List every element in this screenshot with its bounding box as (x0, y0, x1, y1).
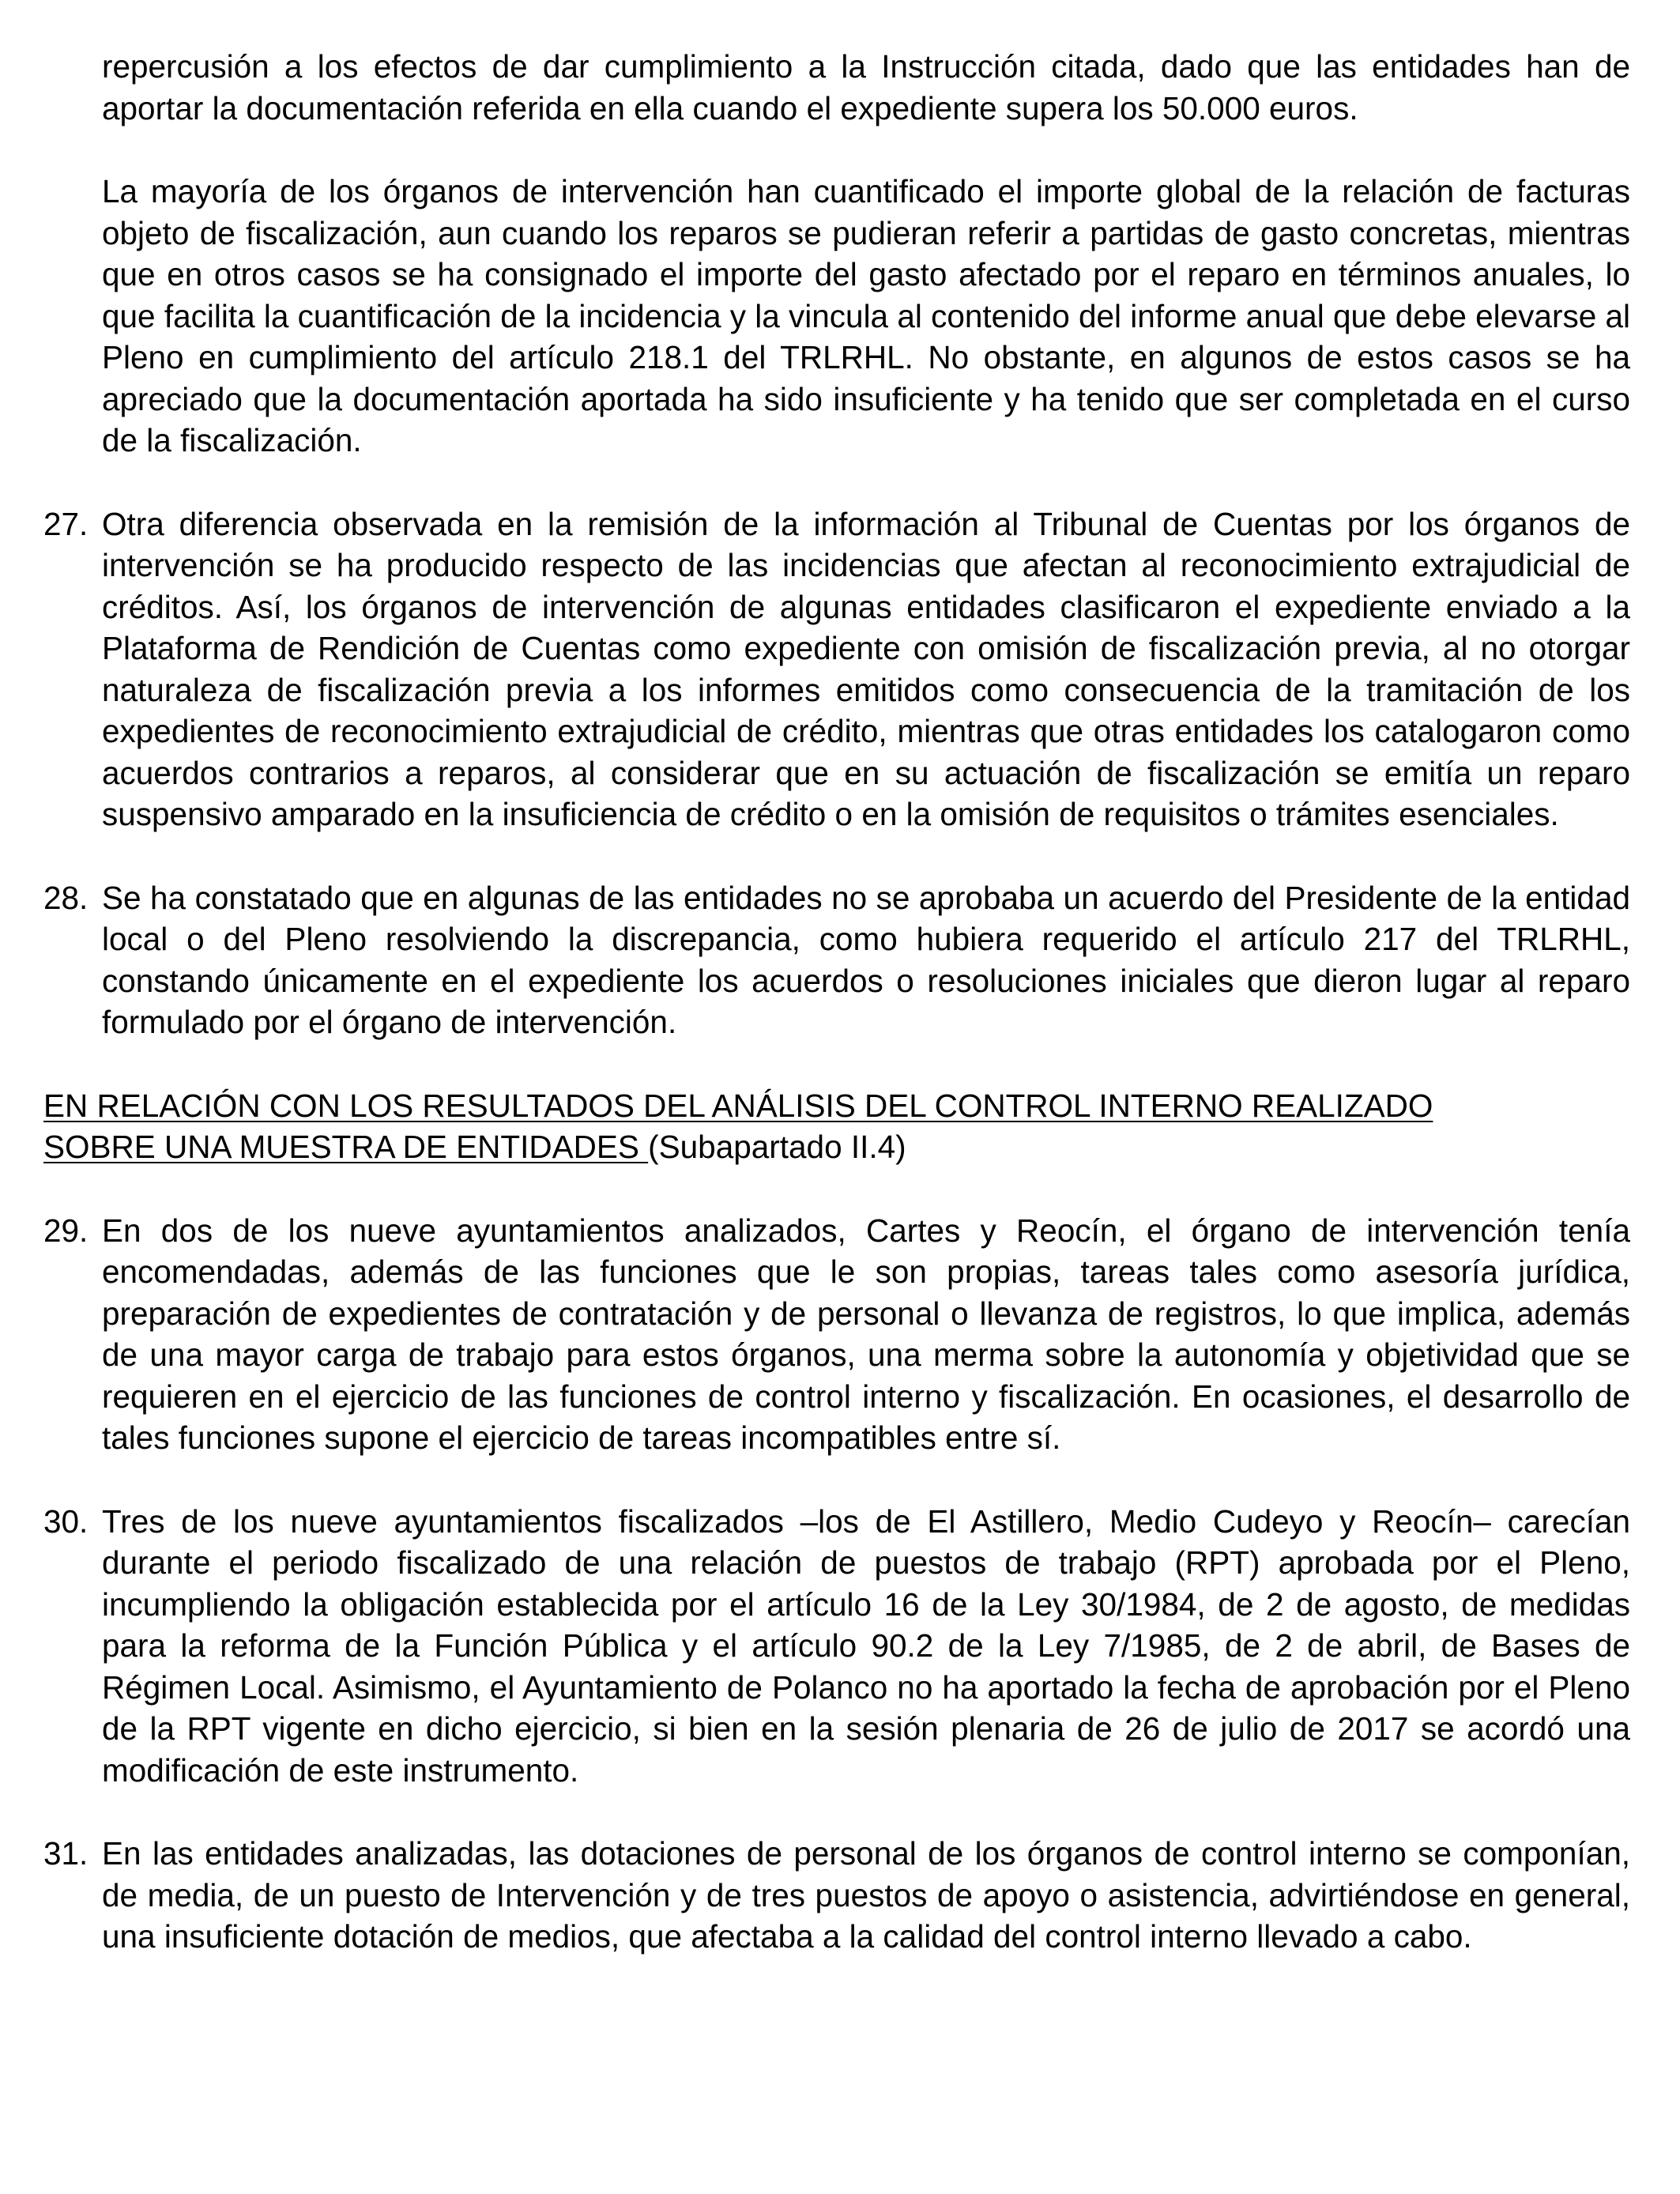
numbered-item-30 (43, 1501, 1630, 1792)
section-heading (43, 1085, 1630, 1168)
numbered-item-31 (43, 1833, 1630, 1958)
numbered-item-29 (43, 1210, 1630, 1459)
item-text: En las entidades analizadas, las dotaciones de personal de los órganos de control interno se componían, de media, de un puesto de Intervención y de tres puestos de apoyo o asistencia, advirtiéndose en general, una insuficiente dotación de medios, que afectaba a la calidad del control interno llevado a cabo. (102, 1835, 1630, 1955)
section-heading-text-2: SOBRE UNA MUESTRA DE ENTIDADES (43, 1129, 649, 1165)
item-text: Se ha constatado que en algunas de las entidades no se aprobaba un acuerdo del Presidente de la entidad local o del Pleno resolviendo la discrepancia, como hubiera requerido el artículo 217 del TRLRHL, constando únicamente en el expediente los acuerdos o resoluciones iniciales que dieron lugar al reparo formulado por el órgano de intervención. (102, 879, 1630, 1040)
item-number: 31. (43, 1835, 89, 1872)
spacer (43, 1459, 1630, 1501)
section-heading-text-1: EN RELACIÓN CON LOS RESULTADOS DEL ANÁLISIS DEL CONTROL INTERNO REALIZADO (43, 1087, 1433, 1124)
item-text: En dos de los nueve ayuntamientos analizados, Cartes y Reocín, el órgano de intervención tenía encomendadas, además de las funciones que le son propias, tareas tales como asesoría jurídica, preparación de expedientes de contratación y de personal o llevanza de registros, lo que implica, además de una mayor carga de trabajo para estos órganos, una merma sobre la autonomía y objetividad que se requieren en el ejercicio de las funciones de control interno y fiscalización. En ocasiones, el desarrollo de tales funciones supone el ejercicio de tareas incompatibles entre sí. (102, 1212, 1630, 1456)
section-heading-suffix: (Subapartado II.4) (648, 1129, 906, 1165)
numbered-item-28 (43, 877, 1630, 1043)
numbered-item-27 (43, 503, 1630, 835)
item-number: 27. (43, 505, 89, 542)
spacer (43, 1043, 1630, 1085)
intro-second-paragraph: La mayoría de los órganos de intervención han cuantificado el importe global de la relación de facturas objeto de fiscalización, aun cuando los reparos se pudieran referir a partidas de gasto concretas, mientras que en otros casos se ha consignado el importe del gasto afectado por el reparo en términos anuales, lo que facilita la cuantificación de la incidencia y la vincula al contenido del informe anual que debe elevarse al Pleno en cumplimiento del artículo 218.1 del TRLRHL. No obstante, en algunos de estos casos se ha apreciado que la documentación aportada ha sido insuficiente y ha tenido que ser completada en el curso de la fiscalización. (102, 173, 1630, 458)
item-number: 29. (43, 1212, 89, 1249)
section-heading-line-1 (43, 1085, 1630, 1127)
item-number: 30. (43, 1502, 89, 1540)
spacer (43, 462, 1630, 503)
spacer (43, 1791, 1630, 1833)
spacer (43, 835, 1630, 877)
item-number: 28. (43, 879, 89, 916)
item-text: Tres de los nueve ayuntamientos fiscalizados –los de El Astillero, Medio Cudeyo y Reocín– carecían durante el periodo fiscalizado de una relación de puestos de trabajo (RPT) aprobada por el Pleno, incumpliendo la obligación establecida por el artículo 16 de la Ley 30/1984, de 2 de agosto, de medidas para la reforma de la Función Pública y el artículo 90.2 de la Ley 7/1985, de 2 de abril, de Bases de Régimen Local. Asimismo, el Ayuntamiento de Polanco no ha aportado la fecha de aprobación por el Pleno de la RPT vigente en dicho ejercicio, si bien en la sesión plenaria de 26 de julio de 2017 se acordó una modificación de este instrumento. (102, 1502, 1630, 1789)
section-heading-line-2 (43, 1126, 1630, 1168)
item-text: Otra diferencia observada en la remisión de la información al Tribunal de Cuentas por los órganos de intervención se ha producido respecto de las incidencias que afectan al reconocimiento extrajudicial de créditos. Así, los órganos de intervención de algunas entidades clasificaron el expediente enviado a la Plataforma de Rendición de Cuentas como expediente con omisión de fiscalización previa, al no otorgar naturaleza de fiscalización previa a los informes emitidos como consecuencia de la tramitación de los expedientes de reconocimiento extrajudicial de crédito, mientras que otras entidades los catalogaron como acuerdos contrarios a reparos, al considerar que en su actuación de fiscalización se emitía un reparo suspensivo amparado en la insuficiencia de crédito o en la omisión de requisitos o trámites esenciales. (102, 505, 1630, 832)
spacer (43, 1168, 1630, 1210)
spacer (43, 129, 1630, 171)
intro-continuation-paragraph: repercusión a los efectos de dar cumplimiento a la Instrucción citada, dado que las entidades han de aportar la documentación referida en ella cuando el expediente supera los 50.000 euros. (102, 48, 1630, 126)
